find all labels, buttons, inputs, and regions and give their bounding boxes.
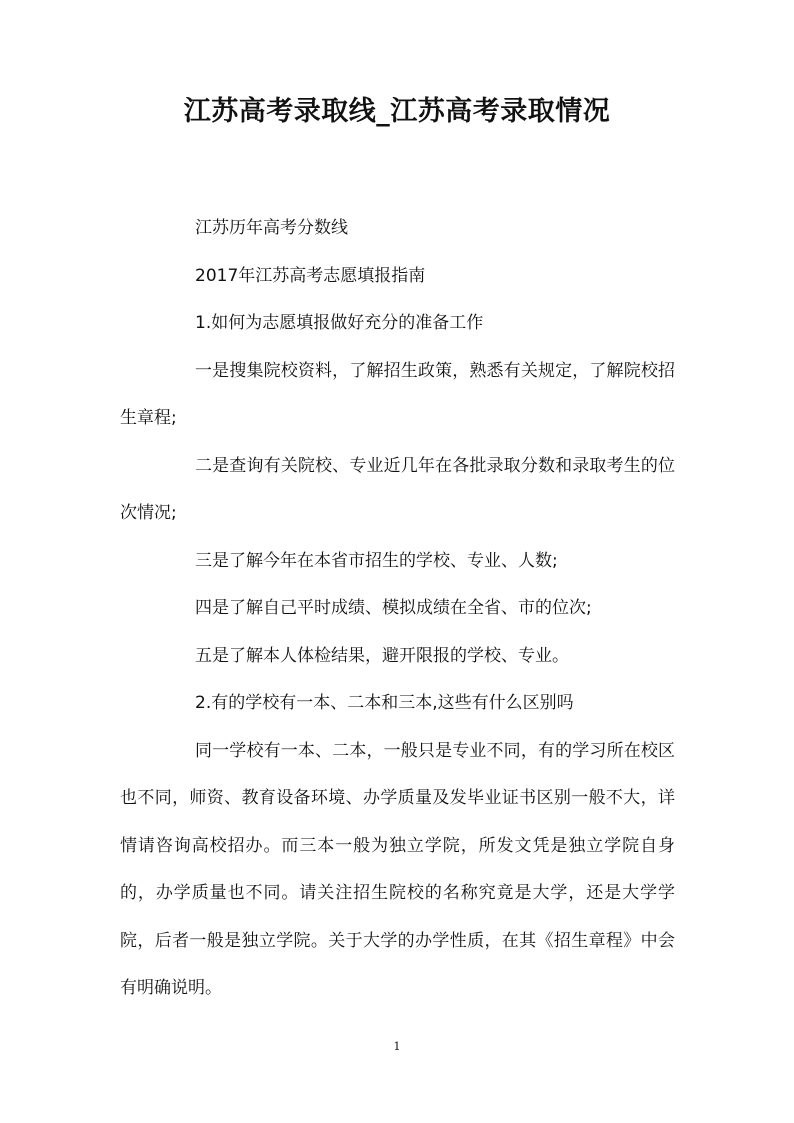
document-body bbox=[120, 205, 675, 1013]
paragraph-step-4: 四是了解自己平时成绩、模拟成绩在全省、市的位次; bbox=[195, 598, 592, 618]
paragraph-step-3: 三是了解今年在本省市招生的学校、专业、人数; bbox=[195, 550, 558, 571]
paragraph-section-2-heading: 2.有的学校有一本、二本和三本,这些有什么区别吗 bbox=[195, 693, 574, 713]
paragraph-scores-history: 江苏历年高考分数线 bbox=[195, 218, 348, 238]
paragraph-section-1-heading: 1.如何为志愿填报做好充分的准备工作 bbox=[195, 313, 484, 333]
paragraph-step-2: 二是查询有关院校、专业近几年在各批录取分数和录取考生的位次情况; bbox=[120, 455, 675, 523]
document-title: 江苏高考录取线_江苏高考录取情况 bbox=[183, 96, 611, 127]
paragraph-section-2-answer: 同一学校有一本、二本，一般只是专业不同，有的学习所在校区也不同，师资、教育设备环境、办学质量及发毕业证书区别一般不大，详情请咨询高校招办。而三本一般为独立学院，所发文凭是独立学院自身的，办学质量也不同。请关注招生院校的名称究竟是大学，还是大学学院，后者一般是独立学院。关于大学的办学性质，在其《招生章程》中会有明确说明。 bbox=[120, 740, 675, 998]
page-number: 1 bbox=[393, 1040, 401, 1053]
paragraph-step-5: 五是了解本人体检结果，避开限报的学校、专业。 bbox=[195, 645, 569, 666]
paragraph-guide-title: 2017年江苏高考志愿填报指南 bbox=[195, 265, 426, 286]
paragraph-step-1: 一是搜集院校资料，了解招生政策，熟悉有关规定，了解院校招生章程; bbox=[120, 360, 675, 428]
